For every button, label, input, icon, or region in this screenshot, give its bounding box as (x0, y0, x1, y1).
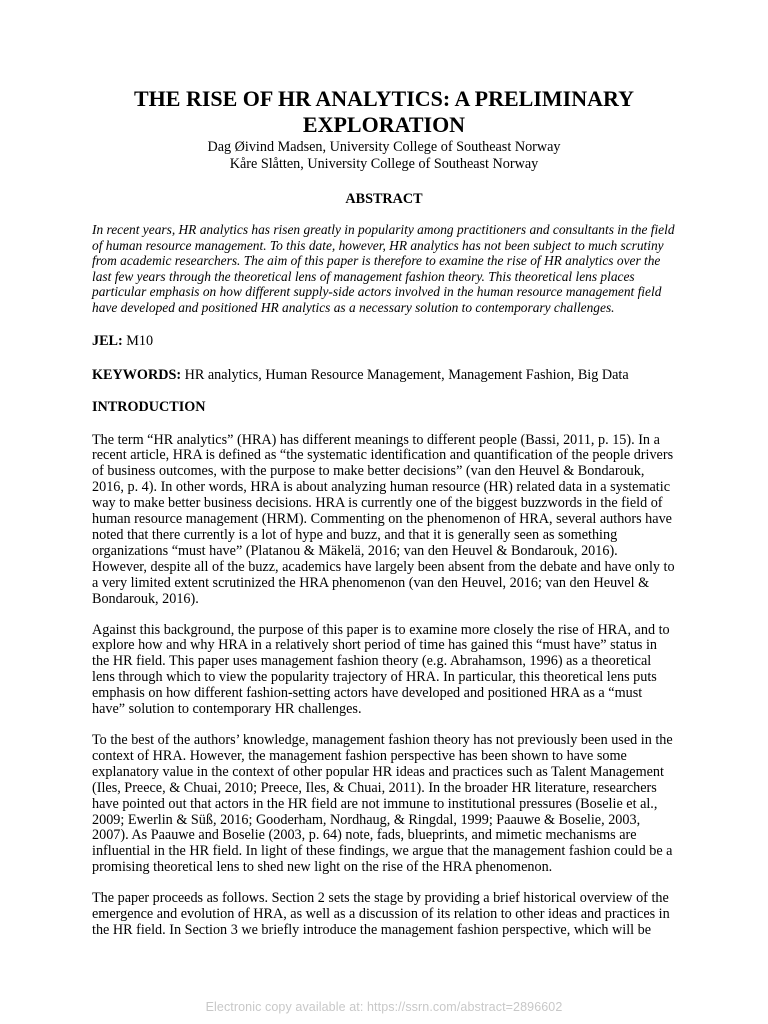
paper-title-line-2: EXPLORATION (302, 112, 466, 137)
keywords-label: KEYWORDS: (92, 366, 182, 383)
body-paragraph-3: To the best of the authors’ knowledge, management fashion theory has not previously been used in the context of HRA. However, the management fashion perspective has been shown to have some explanatory value in the context of other popular HR ideas and practices such as Talent Management (Iles, Preece, & Chuai, 2010; Preece, Iles, & Chuai, 2011). In the broader HR literature, researchers have pointed out that actors in the HR field are not immune to institutional pressures (Boselie et al., 2009; Ewerlin & Süß, 2016; Gooderham, Nordhaug, & Ringdal, 1999; Paauwe & Boselie, 2003, 2007). As Paauwe and Boselie (2003, p. 64) note, fads, blueprints, and mimetic mechanisms are influential in the HR field. In light of these findings, we argue that the management fashion could be a promising theoretical lens to shed new light on the rise of the HRA phenomenon. (92, 731, 673, 876)
body-paragraph-4: The paper proceeds as follows. Section 2 sets the stage by providing a brief historical overview of the emergence and evolution of HRA, as well as a discussion of its relation to other ideas and practices in the HR field. In Section 3 we briefly introduce the management fashion perspective, which will be (92, 890, 670, 938)
jel-value: M10 (122, 332, 154, 349)
keywords-value: HR analytics, Human Resource Management, Management Fashion, Big Data (181, 366, 629, 383)
author-1: Dag Øivind Madsen, University College of Southeast Norway (207, 139, 561, 155)
jel-line (92, 333, 676, 350)
body-paragraph-2: Against this background, the purpose of this paper is to examine more closely the rise of HRA, and to explore how and why HRA in a relatively short period of time has gained this “must have” status in the HR field. This paper uses management fashion theory (e.g. Abrahamson, 1996) as a theoretical lens through which to view the popularity trajectory of HRA. In particular, this theoretical lens puts emphasis on how different fashion-setting actors have developed and positioned HRA as a “must have” solution to contemporary HR challenges. (92, 621, 670, 718)
author-list (92, 139, 676, 173)
paper-title (92, 86, 676, 138)
author-2: Kåre Slåtten, University College of Southeast Norway (229, 156, 539, 172)
paper-page (92, 86, 676, 939)
jel-label: JEL: (92, 332, 123, 349)
introduction-heading: INTRODUCTION (92, 398, 206, 415)
abstract-text: In recent years, HR analytics has risen greatly in popularity among practitioners and consultants in the field of human resource management. To this date, however, HR analytics has not been subject to much scrutiny from academic researchers. The aim of this paper is therefore to examine the rise of HR analytics over the last few years through the theoretical lens of management fashion theory. This theoretical lens places particular emphasis on how different supply-side actors involved in the human resource management field have developed and positioned HR analytics as a necessary solution to contemporary challenges. (92, 222, 675, 315)
ssrn-footer-watermark: Electronic copy available at: https://ssrn.com/abstract=2896602 (205, 1000, 563, 1014)
keywords-line (92, 367, 676, 384)
abstract-heading: ABSTRACT (345, 191, 423, 207)
body-paragraph-1: The term “HR analytics” (HRA) has different meanings to different people (Bassi, 2011, p. 15). In a recent article, HRA is defined as “the systematic identification and quantification of the people drivers of business outcomes, with the purpose to make better decisions” (van den Heuvel & Bondarouk, 2016, p. 4). In other words, HRA is about analyzing human resource (HR) related data in a systematic way to make better business decisions. HRA is currently one of the biggest buzzwords in the field of human resource management (HRM). Commenting on the phenomenon of HRA, several authors have noted that there currently is a lot of hype and buzz, and that it is generally seen as something organizations “must have” (Platanou & Mäkelä, 2016; van den Heuvel & Bondarouk, 2016). However, despite all of the buzz, academics have largely been absent from the debate and have only to a very limited extent scrutinized the HRA phenomenon (van den Heuvel, 2016; van den Heuvel & Bondarouk, 2016). (92, 431, 675, 607)
paper-title-line-1: THE RISE OF HR ANALYTICS: A PRELIMINARY (133, 86, 635, 111)
